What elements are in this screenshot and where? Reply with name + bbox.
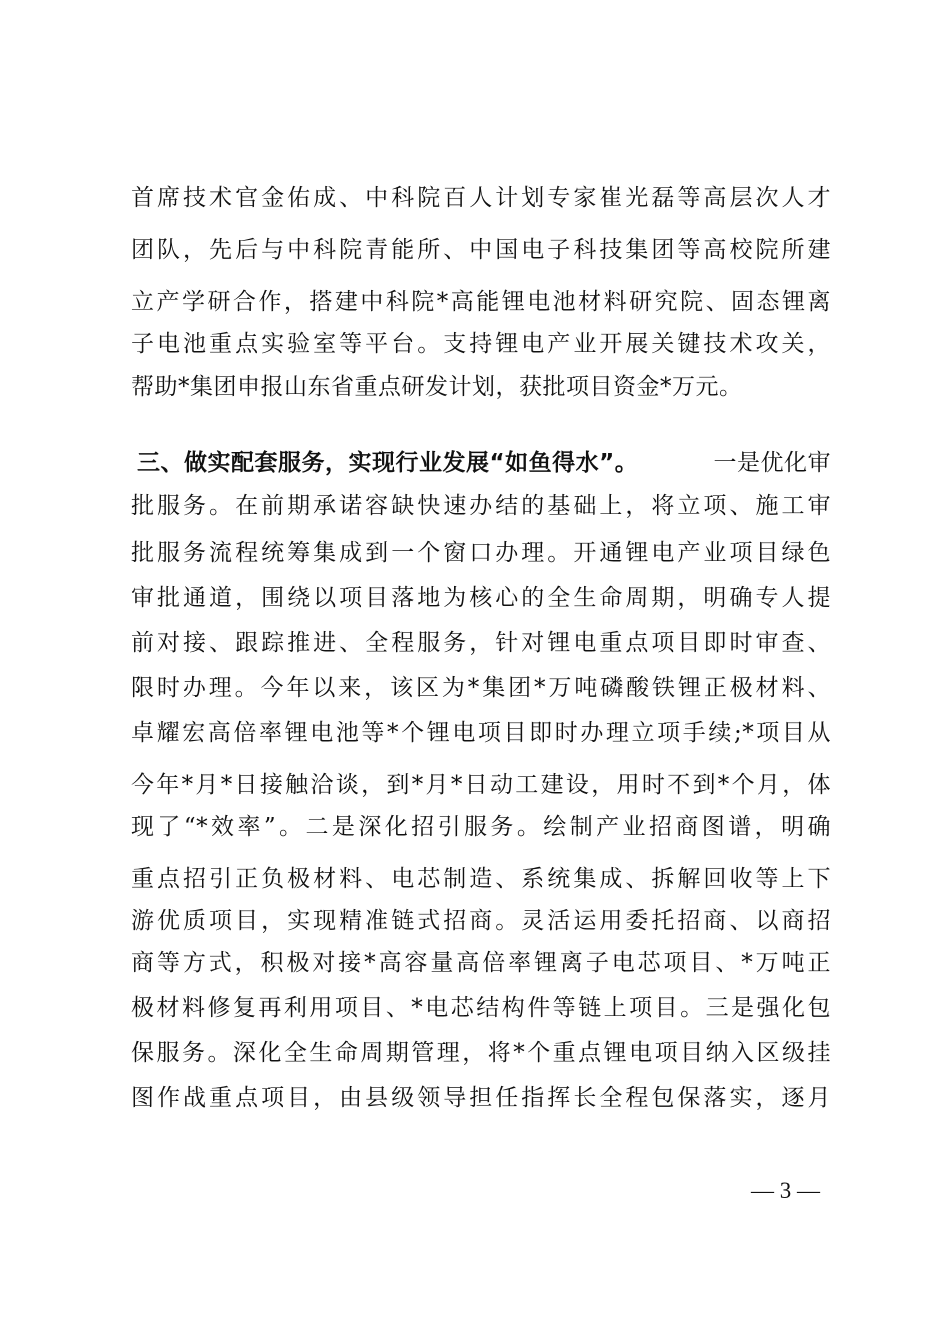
paragraph-line: 帮助*集团申报山东省重点研发计划，获批项目资金*万元。 — [131, 374, 743, 400]
paragraph-line: 团队，先后与中科院青能所、中国电子科技集团等高校院所建 — [131, 237, 831, 263]
paragraph-line: 现了“*效率”。二是深化招引服务。绘制产业招商图谱，明确 — [131, 814, 831, 840]
paragraph-line: 审批通道，围绕以项目落地为核心的全生命周期，明确专人提 — [131, 585, 831, 611]
section-heading-continuation: 一是优化审 — [713, 450, 831, 476]
paragraph-line: 首席技术官金佑成、中科院百人计划专家崔光磊等高层次人才 — [131, 185, 831, 211]
paragraph-line: 卓耀宏高倍率锂电池等*个锂电项目即时办理立项手续;*项目从 — [131, 720, 831, 746]
paragraph-line: 图作战重点项目，由县级领导担任指挥长全程包保落实，逐月 — [131, 1085, 831, 1111]
paragraph-line: 批服务流程统筹集成到一个窗口办理。开通锂电产业项目绿色 — [131, 540, 831, 566]
paragraph-line: 批服务。在前期承诺容缺快速办结的基础上，将立项、施工审 — [131, 493, 831, 519]
paragraph-line: 今年*月*日接触洽谈，到*月*日动工建设，用时不到*个月，体 — [131, 772, 831, 798]
paragraph-line: 重点招引正负极材料、电芯制造、系统集成、拆解回收等上下 — [131, 866, 831, 892]
paragraph-line: 前对接、跟踪推进、全程服务，针对锂电重点项目即时审查、 — [131, 630, 831, 656]
paragraph-line: 商等方式，积极对接*高容量高倍率锂离子电芯项目、*万吨正 — [131, 950, 831, 976]
paragraph-line: 立产学研合作，搭建中科院*高能锂电池材料研究院、固态锂离 — [131, 289, 831, 315]
paragraph-line: 保服务。深化全生命周期管理，将*个重点锂电项目纳入区级挂 — [131, 1040, 831, 1066]
paragraph-line: 限时办理。今年以来，该区为*集团*万吨磷酸铁锂正极材料、 — [131, 675, 831, 701]
paragraph-line: 子电池重点实验室等平台。支持锂电产业开展关键技术攻关， — [131, 331, 831, 357]
paragraph-line: 极材料修复再利用项目、*电芯结构件等链上项目。三是强化包 — [131, 995, 831, 1021]
section-heading: 三、做实配套服务，实现行业发展“如鱼得水”。 — [137, 450, 639, 476]
paragraph-line: 游优质项目，实现精准链式招商。灵活运用委托招商、以商招 — [131, 908, 831, 934]
page-number: — 3 — — [751, 1178, 820, 1203]
section-heading-line — [137, 446, 831, 480]
